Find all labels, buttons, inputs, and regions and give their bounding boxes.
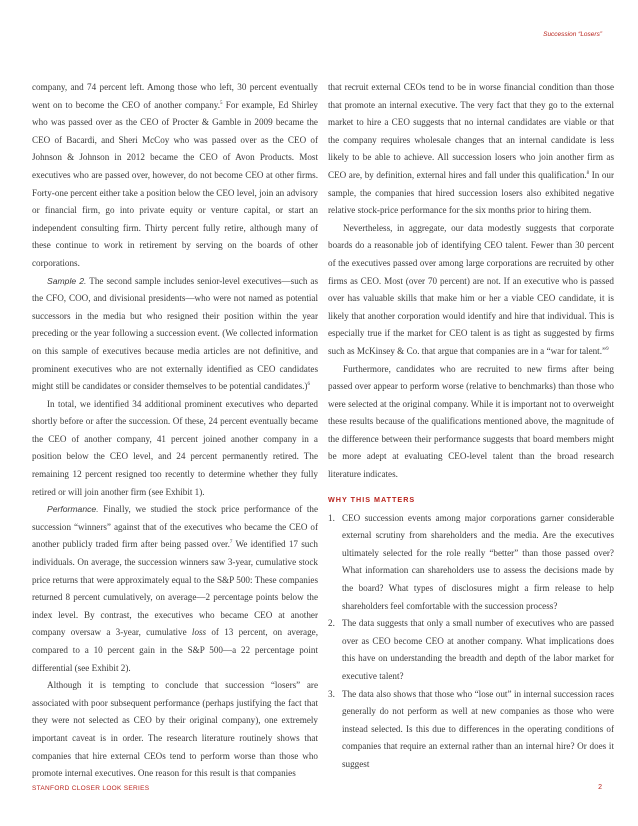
paragraph: In total, we identified 34 additional prominent executives who departed shortly before or after the succession. Of these, 24 percent eventually became the CEO of another company, 41 percent joined another company in a position below the CEO level, and 24 percent permanently retired. The remaining 12 percent resigned too recently to determine whether they fully retired or will join another firm (see Exhibit 1).	[32, 398, 318, 497]
footnote-ref: 9	[606, 346, 609, 352]
paragraph: Nevertheless, in aggregate, our data modestly suggests that corporate boards do a reasonable job of identifying CEO talent. Fewer than 30 percent of the executives passed over among large corporations are recruited by other firms as CEO. Most (over 70 percent) are not. If an executive who is passed over has valuable skills that make him or her a viable CEO candidate, it is likely that another corporation would identify and hire that individual. This is especially true if the market for CEO talent is as tight as suggested by firms such as McKinsey & Co. that argue that companies are in a “war for talent.”$^9$	[328, 222, 614, 356]
paragraph: Furthermore, candidates who are recruited to new firms after being passed over appear to perform worse (relative to benchmarks) than those who were selected at the original company. While it is important not to overweight these results because of the qualifications mentioned above, the magnitude of the difference between their performance suggests that board members might be more adept at evaluating CEO-level talent than the broad research literature indicates.	[328, 363, 614, 480]
discussion-list	[328, 510, 614, 774]
running-header: Succession “Losers”	[543, 31, 602, 38]
paragraph: company, and 74 percent left. Among those who left, 30 percent eventually went on to become the CEO of another company.$^5$ For example, Ed Shirley who was passed over as the CEO of Procter & Gamble in 2009 became the CEO of Bacardi, and Sheri McCoy who was passed over as the CEO of Johnson & Johnson in 2012 became the CEO of Avon Products. Most executives who are passed over, however, do not become CEO at other firms. Forty-one percent either take a position below the CEO level, join an advisory or financial firm, go into private equity or venture capital, or start an independent consulting firm. Thirty percent fully retire, although many of these continue to work in retirement by serving on the boards of other corporations.	[32, 82, 318, 268]
footnote-ref: 8	[586, 170, 590, 176]
paragraph: Although it is tempting to conclude that succession “losers” are associated with poor subsequent performance (perhaps justifying the fact that they were not selected as CEO by their original company), one extremely important caveat is in order. The research literature routinely shows that companies that hire external CEOs tend to perform worse than those who promote internal executives. One reason for this result is that companies	[32, 680, 318, 779]
footnote-ref: 6	[307, 382, 310, 388]
right-column	[328, 79, 614, 774]
left-column	[32, 79, 318, 783]
section-heading: WHY THIS MATTERS	[328, 494, 416, 504]
footer-series: STANFORD CLOSER LOOK SERIES	[32, 785, 150, 792]
run-in-heading: Performance.	[47, 504, 99, 515]
page-number: 2	[598, 784, 602, 791]
footnote-ref: 7	[229, 540, 233, 546]
paragraph: Performance. Finally, we studied the stock price performance of the succession “winners” against that of the executives who became the CEO of another publicly traded firm after being passed over.$^7$ We identified 17 such individuals. On average, the succession winners saw 3-year, cumulative stock price returns that were approximately equal to the S&P 500: These companies returned 8 percent cumulatively, on average—2 percentage points below the index level. By contrast, the executives who became CEO at another company oversaw a 3-year, cumulative loss of 13 percent, on average, compared to a 10 percent gain in the S&P 500—a 22 percentage point differential (see Exhibit 2).	[32, 504, 318, 673]
list-item: 2. The data suggests that only a small number of executives who are passed over as CEO become CEO at another company. What implications does this have on understanding the breadth and depth of the labor market for executive talent?	[328, 618, 614, 681]
paragraph: Sample 2. The second sample includes senior-level executives—such as the CFO, COO, and divisional presidents—who were not named as potential successors in the media but who resigned their position within the year preceding or the year following a succession event. (We collected information on this sample of executives because media articles are not definitive, and prominent executives who are not externally identified as CEO candidates might still be candidates or consider themselves to be potential candidates.)$^6$	[32, 275, 319, 392]
list-item: 3. The data also shows that those who “lose out” in internal succession races generally do not perform as well at new companies as those who were instead selected. Is this due to differences in the operating conditions of companies that require an external rather than an internal hire? Or does it suggest	[328, 688, 614, 769]
paragraph: that recruit external CEOs tend to be in worse financial condition than those that promote an internal executive. The very fact that they go to the external market to hire a CEO suggests that no internal candidates are viable or that the company requires wholesale changes that an internal candidate is less likely to be able to achieve. All succession losers who join another firm as CEO are, by definition, external hires and fall under this qualification.$^8$ In our sample, the companies that hired succession losers also exhibited negative relative stock-price performance for the six months prior to hiring them.	[328, 82, 614, 216]
list-item: 1. CEO succession events among major corporations garner considerable external scrutiny from shareholders and the media. Are the executives ultimately selected for the role really “better” than those passed over? What information can shareholders use to assess the decisions made by the board? What types of disclosures might a firm release to help shareholders feel comfortable with the succession process?	[328, 512, 614, 611]
footnote-ref: 5	[220, 100, 223, 106]
run-in-heading: Sample 2.	[47, 275, 87, 286]
